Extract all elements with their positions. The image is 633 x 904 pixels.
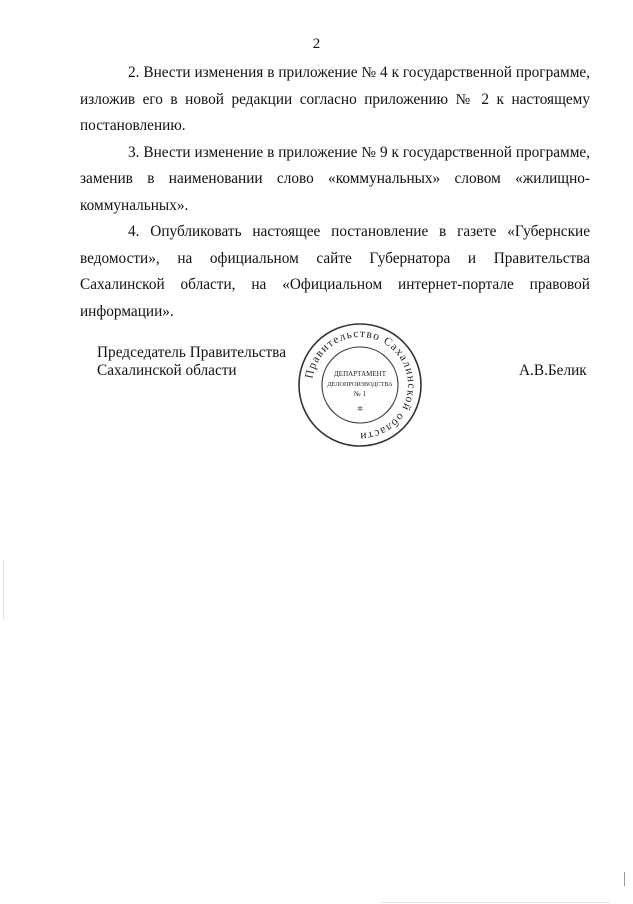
stamp-line3: № 1 (354, 390, 366, 398)
scan-artifact-right (624, 872, 625, 886)
signatory-title-line2: Сахалинской области (97, 362, 237, 379)
page-number: 2 (312, 36, 321, 52)
document-body (80, 60, 590, 325)
stamp-line1: ДЕПАРТАМЕНТ (334, 370, 386, 378)
scan-artifact-left (3, 560, 4, 620)
scan-artifact-bottom (380, 902, 610, 903)
stamp-line2: ДЕЛОПРОИЗВОДСТВА (327, 381, 393, 388)
paragraph-item-3: 3. Внести изменение в приложение № 9 к государственной программе, заменив в наименовании слово «коммунальных» словом «жилищно-коммунальных». (80, 143, 590, 214)
stamp-star: ✲ (357, 405, 363, 413)
stamp-ring-text: Правительство Сахалинской области (303, 327, 418, 443)
paragraph-item-4: 4. Опубликовать настоящее постановление в газете «Губернские ведомости», на официальном сайте Губернатора и Правительства Сахалинской области, на «Официальном интернет-портале правовой информации». (80, 223, 590, 320)
signatory-title (97, 344, 286, 380)
signatory-name: А.В.Белик (519, 362, 587, 379)
signatory-title-line1: Председатель Правительства (97, 344, 286, 361)
official-stamp (296, 321, 424, 449)
paragraph-item-2: 2. Внести изменения в приложение № 4 к государственной программе, изложив его в новой редакции согласно приложению № 2 к настоящему постановлению. (80, 64, 590, 134)
